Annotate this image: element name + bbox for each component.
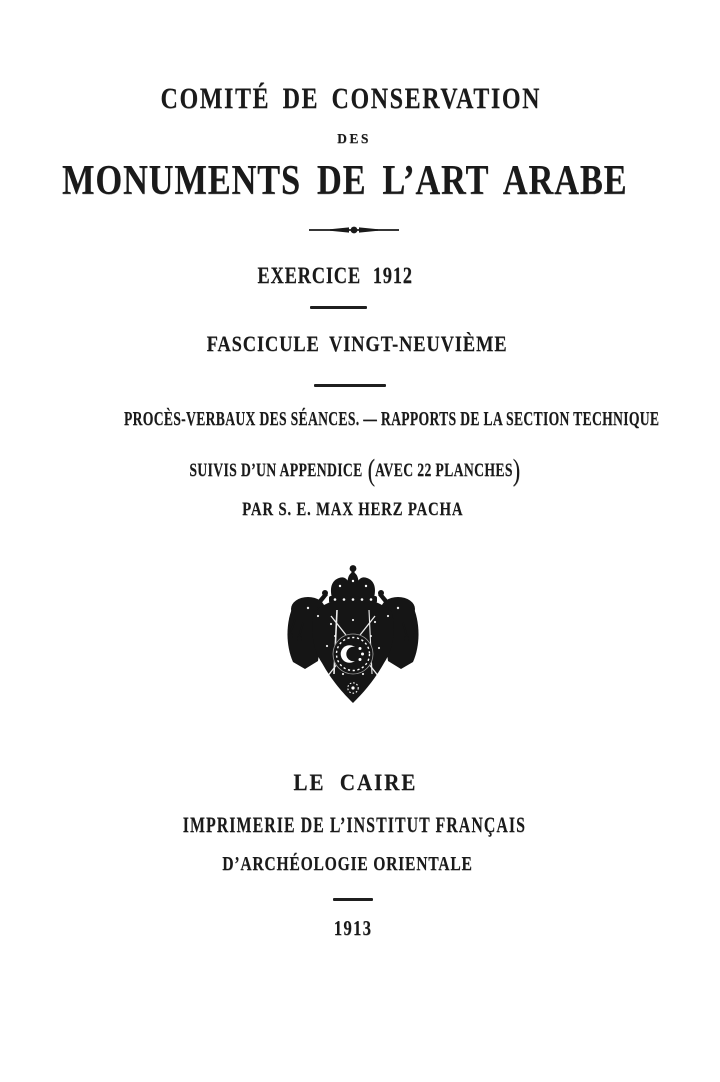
- imprint-printer-line2: [0, 854, 708, 874]
- exercice-text: EXERCICE 1912: [257, 263, 413, 288]
- contents-summary-line: [0, 409, 718, 429]
- des-connector: DES: [337, 131, 371, 146]
- imprint-printer-line1-text: IMPRIMERIE DE L’INSTITUT FRANÇAIS: [182, 812, 526, 837]
- fascicule-text: FASCICULE VINGT-NEUVIÈME: [206, 331, 508, 356]
- appendix-detail: AVEC 22 PLANCHES: [375, 460, 514, 481]
- divider-1: [310, 306, 367, 309]
- author-line: [0, 500, 713, 519]
- exercice-line: [0, 264, 695, 287]
- author-text: PAR S. E. MAX HERZ PACHA: [242, 499, 464, 520]
- appendix-open-paren: (: [367, 453, 376, 487]
- imprint-city-text: LE CAIRE: [293, 770, 417, 795]
- imprint-year-text: 1913: [333, 916, 373, 940]
- khedival-coat-of-arms-emblem: [285, 562, 421, 709]
- divider-3: [333, 898, 373, 901]
- appendix-prefix: SUIVIS D’UN APPENDICE: [189, 460, 363, 481]
- fascicule-line: [0, 333, 717, 355]
- crescent-medallion-icon: [333, 634, 374, 675]
- title-ornament-rule: [308, 224, 400, 236]
- committee-name-text: COMITÉ DE CONSERVATION: [160, 82, 542, 115]
- imprint-city: [0, 771, 715, 794]
- imprint-year: [0, 918, 713, 939]
- appendix-line: [0, 455, 715, 486]
- appendix-close-paren: ): [513, 453, 521, 487]
- contents-summary-text: PROCÈS-VERBAUX DES SÉANCES. — RAPPORTS DE LA SECTION TECHNIQUE: [123, 408, 660, 430]
- main-title-text: MONUMENTS DE L’ART ARABE: [62, 158, 628, 204]
- main-title: [0, 160, 705, 202]
- lower-medal-icon: [345, 680, 361, 696]
- appendix-text: [190, 455, 521, 486]
- imprint-printer-line2-text: D’ARCHÉOLOGIE ORIENTALE: [222, 853, 474, 875]
- imprint-printer-line1: [0, 814, 714, 836]
- divider-2: [314, 384, 386, 387]
- committee-name: [0, 84, 711, 114]
